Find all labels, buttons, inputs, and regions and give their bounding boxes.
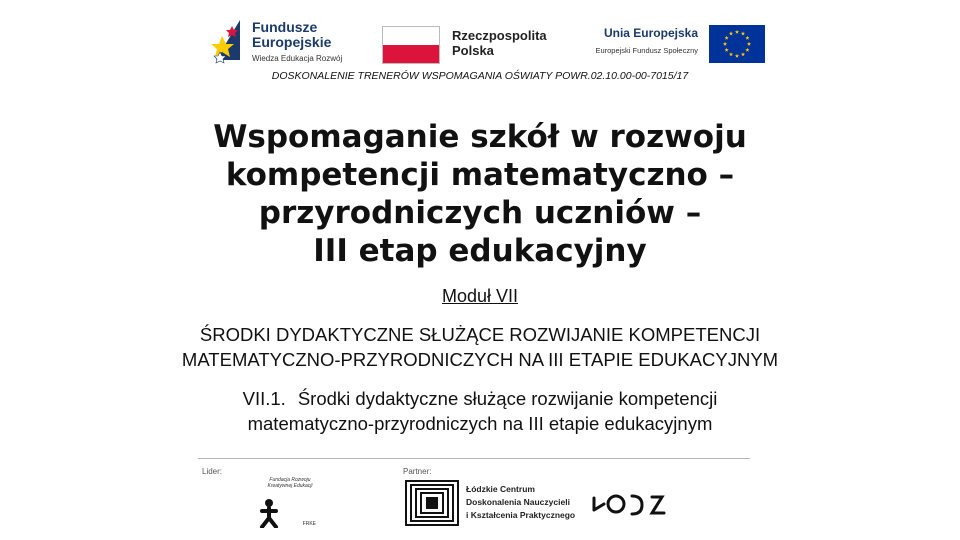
section-number: VII.1.	[242, 388, 286, 409]
module-subtitle	[60, 322, 900, 372]
subtitle-line: ŚRODKI DYDAKTYCZNE SŁUŻĄCE ROZWIJANIE KOMPETENCJI	[199, 324, 761, 345]
title-line: kompetencji matematyczno –	[225, 157, 735, 193]
section-line1-wrap	[60, 386, 900, 411]
ue-line1: Unia Europejska	[603, 26, 698, 40]
section-line1: Środki dydaktyczne służące rozwijanie kompetencji	[297, 388, 718, 409]
project-line: DOSKONALENIE TRENERÓW WSPOMAGANIA OŚWIATY POWR.02.10.00-00-7015/17	[271, 70, 689, 82]
title-line: Wspomaganie szkół w rozwoju	[213, 119, 747, 155]
fundusze-europejskie-logo	[210, 16, 350, 68]
partner-square-icon	[405, 480, 459, 526]
section-line2: matematyczno-przyrodniczych na III etapie edukacyjnym	[247, 413, 713, 434]
partner-text	[466, 483, 575, 522]
title-line: przyrodniczych uczniów –	[258, 195, 702, 231]
section-heading	[60, 386, 900, 436]
eu-flag-icon	[709, 25, 765, 63]
footer-divider	[198, 458, 750, 459]
module-label: Moduł VII	[441, 286, 519, 306]
partner-line: Doskonalenia Nauczycieli	[466, 497, 570, 507]
lodz-logo-icon	[590, 488, 670, 518]
lider-label: Lider:	[202, 467, 223, 476]
subtitle-line: MATEMATYCZNO-PRZYRODNICZYCH NA III ETAPIE EDUKACYJNYM	[181, 349, 779, 370]
ue-text	[578, 26, 698, 55]
fe-line1: Fundusze	[252, 19, 318, 35]
rp-text	[452, 28, 547, 58]
partner-line: i Kształcenia Praktycznego	[466, 510, 576, 520]
fe-text	[252, 20, 342, 63]
partner-label: Partner:	[403, 467, 432, 476]
page-title	[80, 118, 880, 270]
lider-logo-text: Fundacja Rozwoju Kreatywnej Edukacji	[267, 477, 313, 489]
logo-bar	[0, 14, 960, 70]
ue-line2: Europejski Fundusz Społeczny	[595, 46, 698, 55]
partner-line: Łódzkie Centrum	[466, 484, 535, 494]
fe-line2: Europejskie	[252, 34, 332, 50]
lider-logo-footer: FRKE	[302, 521, 316, 527]
fe-star-mark-icon	[210, 16, 248, 66]
rp-line1: Rzeczpospolita	[452, 28, 547, 43]
rzeczpospolita-logo	[382, 22, 552, 66]
rp-line2: Polska	[452, 43, 494, 58]
unia-europejska-logo	[578, 22, 768, 66]
lider-logo	[258, 478, 318, 528]
title-line: III etap edukacyjny	[313, 233, 647, 269]
polish-flag-icon	[382, 26, 440, 64]
fe-line3: Wiedza Edukacja Rozwój	[252, 54, 343, 63]
